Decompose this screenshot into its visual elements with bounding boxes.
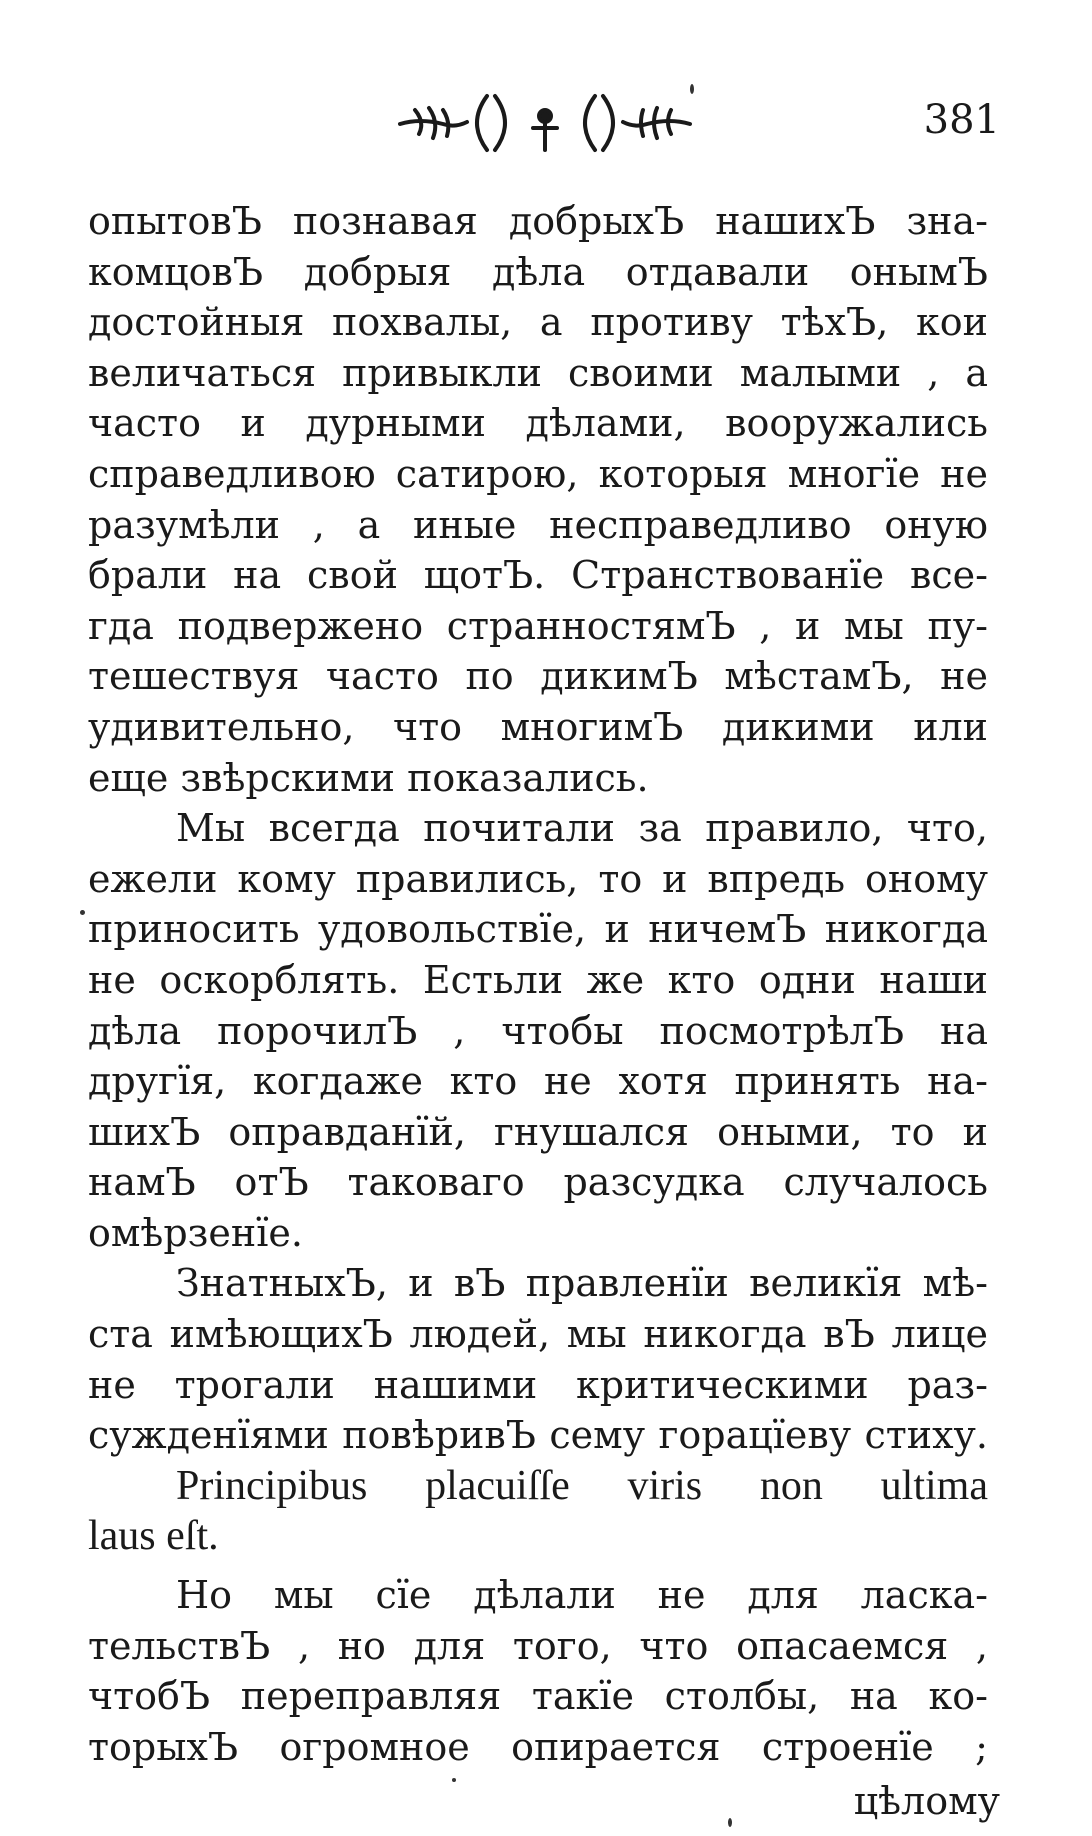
text-line: опытовЪ познавая добрыхЪ нашихЪ зна- <box>88 199 988 243</box>
paragraph <box>88 196 988 803</box>
text-line: приносить удовольствїе, и ничемЪ никогда <box>88 907 988 952</box>
text-line: дѣла порочилЪ , чтобы посмотрѣлЪ на <box>88 1008 988 1053</box>
text-line: чтобЪ переправляя такїе столбы, на ко- <box>88 1674 988 1719</box>
paragraph <box>88 1570 988 1772</box>
body-text <box>88 196 988 1772</box>
text-line: тешествуя часто по дикимЪ мѣстамЪ, не <box>88 654 988 699</box>
paragraph-gap <box>88 1562 988 1570</box>
text-line: торыхЪ огромное опирается строенїе ; <box>88 1724 988 1769</box>
text-line: не трогали нашими критическими раз- <box>88 1362 988 1407</box>
text-line: шихЪ оправданїй, гнушался оными, то и <box>88 1109 988 1154</box>
text-line: сужденїями повѣривЪ сему горацїеву стиху. <box>88 1413 988 1458</box>
text-line: Мы всегда почитали за правило, что, <box>176 806 988 851</box>
ink-speck <box>452 1778 456 1782</box>
text-line: омѣрзенїе. <box>88 1210 303 1255</box>
text-line: удивительно, что многимЪ дикими или <box>88 704 988 749</box>
text-line: laus eſt. <box>88 1513 219 1560</box>
text-line: не оскорблять. Естьли же кто одни наши <box>88 957 988 1002</box>
catchword: цѣлому <box>853 1779 1000 1823</box>
page-header <box>0 88 1092 158</box>
text-line: справедливою сатирою, которыя многїе не <box>88 451 988 496</box>
text-line: Но мы сїе дѣлали не для ласка- <box>176 1573 988 1618</box>
ink-speck <box>728 1818 732 1827</box>
text-line: ежели кому правились, то и впредь оному <box>88 856 988 901</box>
text-line: брали на свой щотЪ. Странствованїе все- <box>88 553 988 598</box>
text-line: гда подвержено странностямЪ , и мы пу- <box>88 603 988 648</box>
ink-speck <box>690 84 694 94</box>
floral-ornament-icon <box>395 88 695 158</box>
paragraph <box>88 1258 988 1460</box>
text-line: тельствЪ , но для того, что опасаемся , <box>88 1623 988 1668</box>
text-line: другїя, когдаже кто не хотя принять на- <box>88 1059 988 1104</box>
page-number: 381 <box>923 97 1000 143</box>
text-line: величаться привыкли своими малыми , а <box>88 350 988 395</box>
text-line: часто и дурными дѣлами, вооружались <box>88 401 988 446</box>
text-line: комцовЪ добрыя дѣла отдавали онымЪ <box>88 249 988 294</box>
latin-quote <box>88 1461 988 1562</box>
text-line: еще звѣрскими показались. <box>88 755 649 800</box>
text-line: достойныя похвалы, а противу тѣхЪ, кои <box>88 300 988 345</box>
ink-speck <box>80 910 85 915</box>
text-line: ста имѣющихЪ людей, мы никогда вЪ лице <box>88 1312 988 1357</box>
text-line: намЪ отЪ таковаго разсудка случалось <box>88 1160 988 1205</box>
paragraph <box>88 803 988 1258</box>
text-line: ЗнатныхЪ, и вЪ правленїи великїя мѣ- <box>176 1261 988 1306</box>
text-line: разумѣли , а иные несправедливо оную <box>88 502 988 547</box>
text-line: Principibus placuiſſe viris non ultima <box>176 1462 988 1509</box>
